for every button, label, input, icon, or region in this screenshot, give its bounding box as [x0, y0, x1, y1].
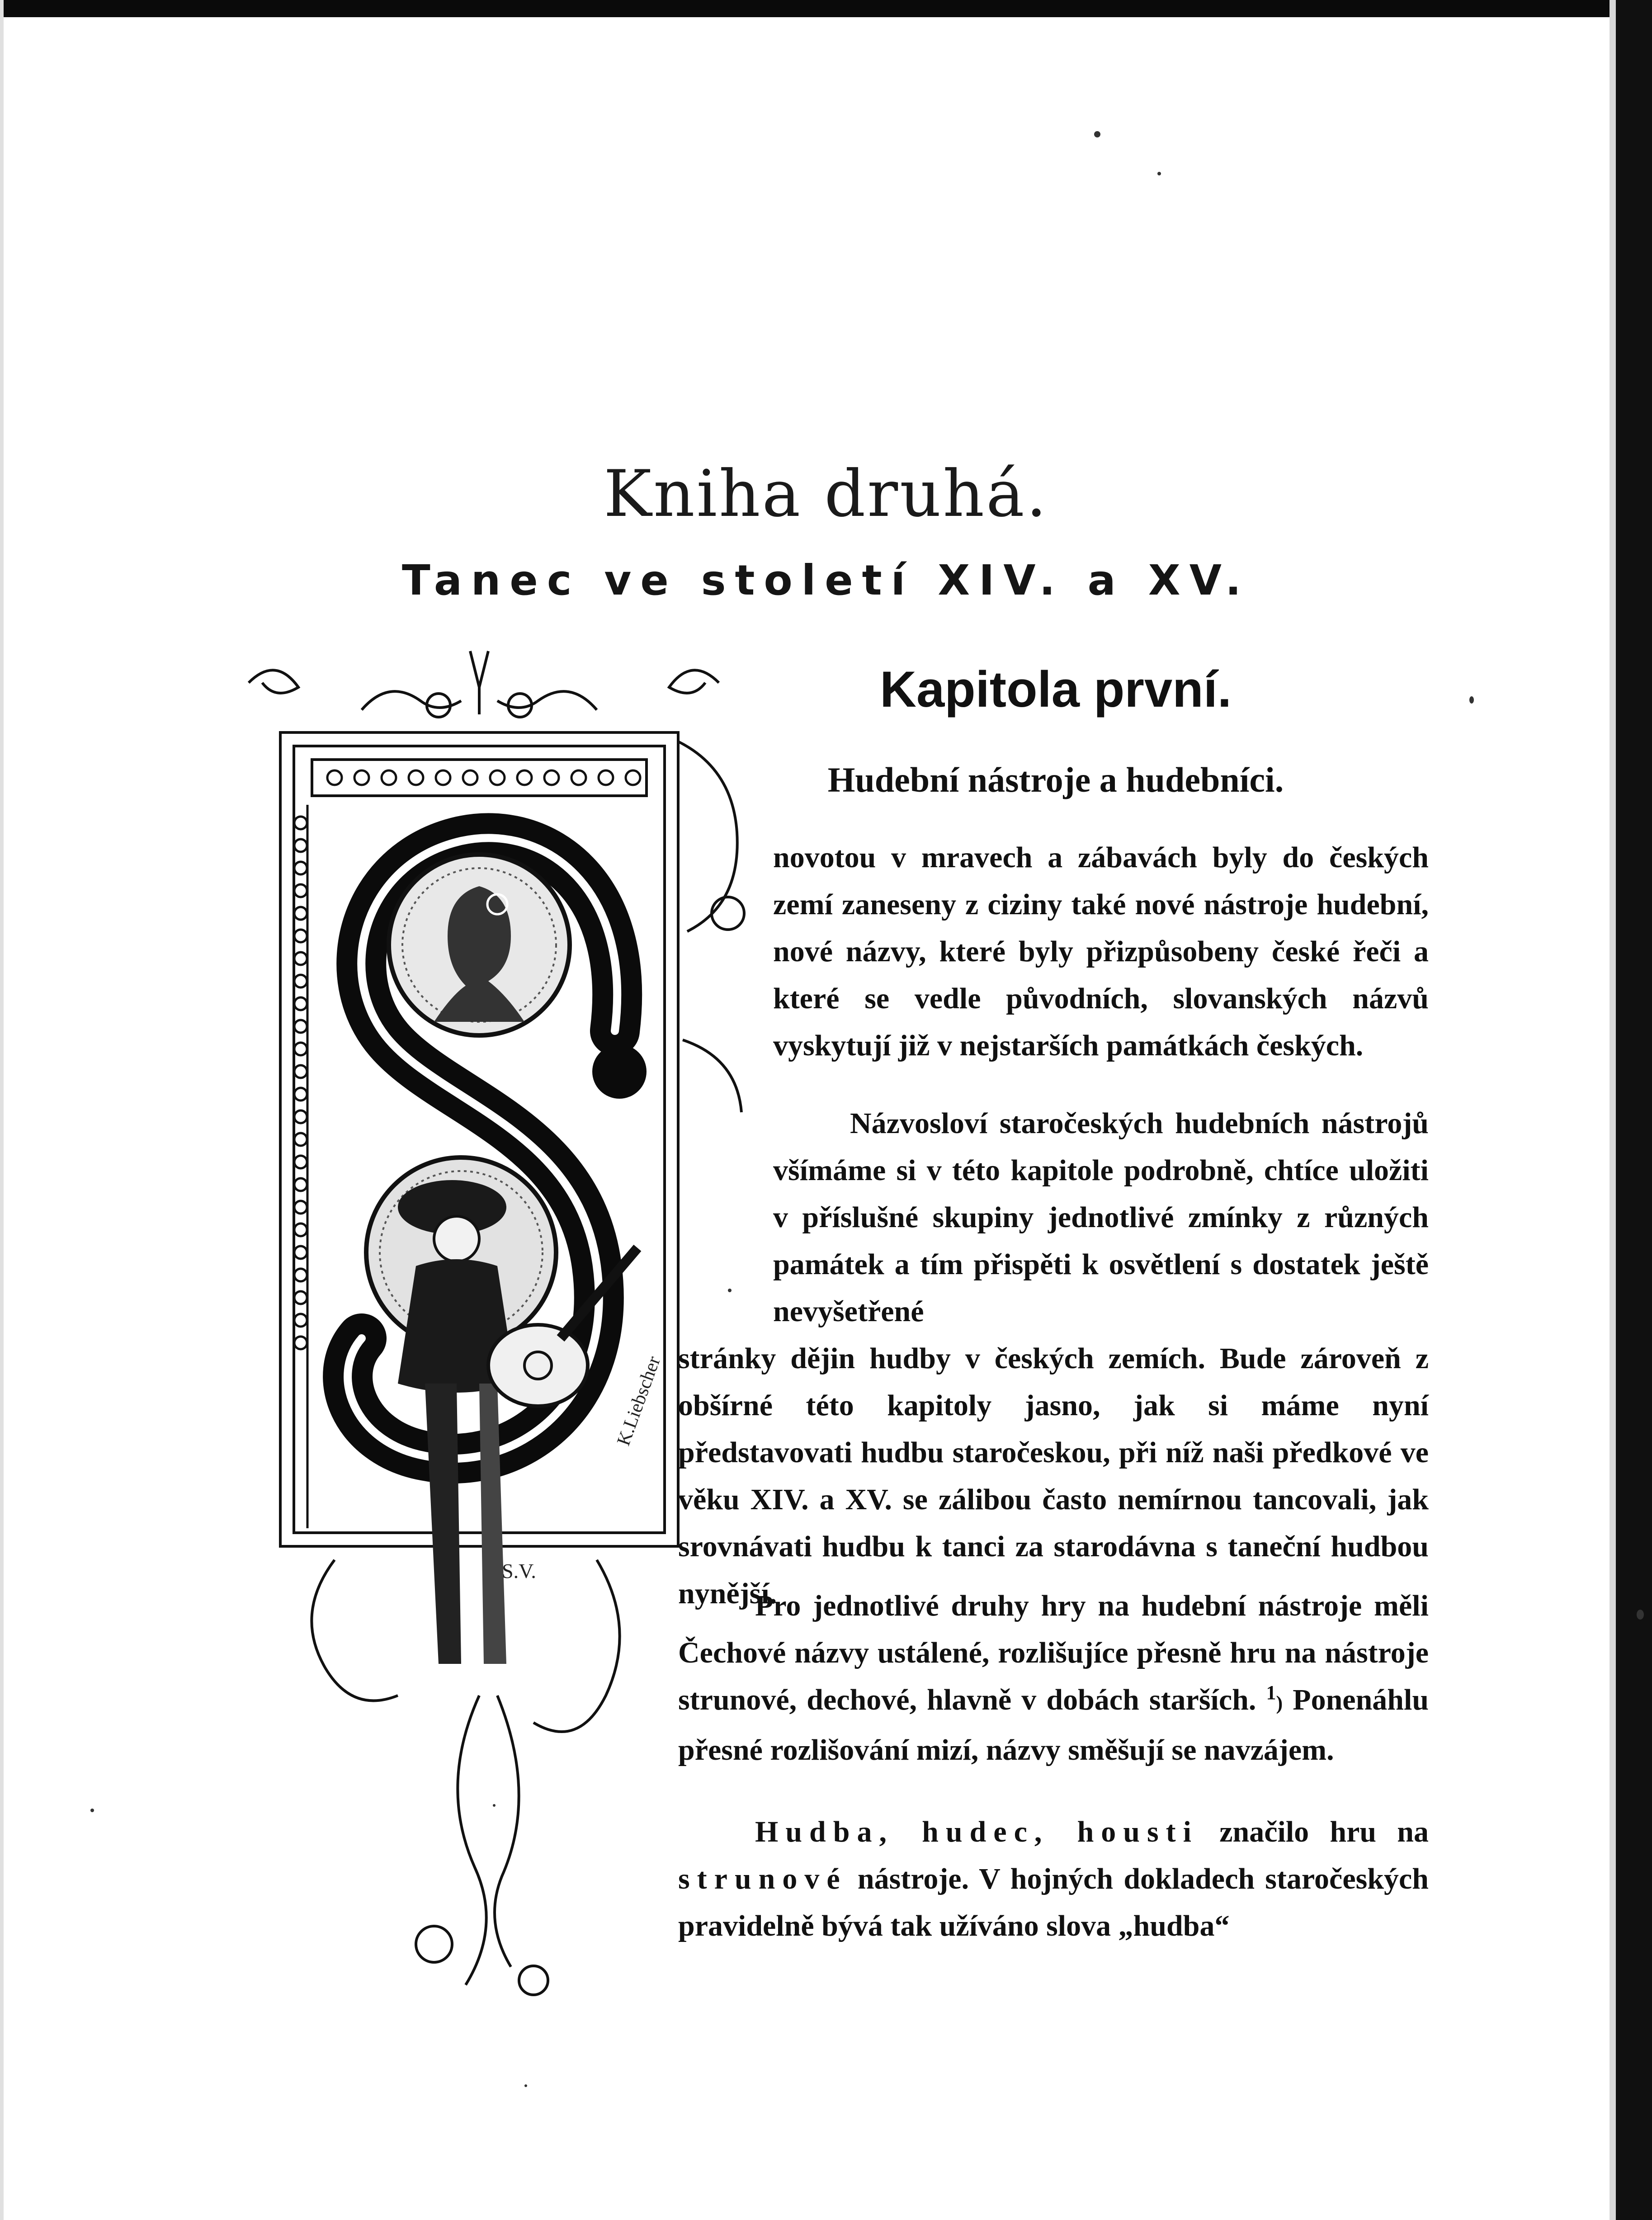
artist-signature: K.Liebscher [613, 1353, 665, 1449]
paragraph-4-after: nástroje. V hojných dokladech staročeských pravidelně bývá tak užíváno slova „hudba“ [678, 1862, 1429, 1942]
paragraph-3-after: Ponenáhlu přesné rozlišování mizí, názvy směšují se navzájem. [678, 1683, 1429, 1767]
chapter-subtitle: Hudební nástroje a hudebníci. [827, 760, 1284, 799]
scan-edge-right [1616, 0, 1652, 2220]
paragraph-4 [678, 1809, 1429, 1950]
spaced-terms-1: Hudba, hudec, housti [755, 1815, 1199, 1848]
artist-monogram: S.V. [502, 1559, 536, 1582]
scan-edge-left [0, 0, 4, 2220]
spaced-terms-2: strunové [678, 1862, 847, 1895]
book-title: Kniha druhá. [604, 457, 1048, 531]
book-subtitle: Tanec ve století XIV. a XV. [401, 556, 1251, 605]
paragraph-3-text: Pro jednotlivé druhy hry na hudební nástroje měli Čechové názvy ustálené, rozlišujíce přesně hru na nástroje strunové, dechové, hlavně v dobách starších. [678, 1589, 1429, 1716]
scan-edge-right-shadow [1610, 0, 1616, 2220]
paragraph-3: Pro jednotlivé druhy hry na hudební nástroje měli Čechové názvy ustálené, rozlišujíce přesně hru na nástroje strunové, dechové, hlavně v dobách starších. $^1$) Ponenáhlu přesné rozlišování mizí, názvy směšují se navzájem. [678, 1589, 1429, 1767]
paragraph-2 [678, 1100, 1429, 1617]
paragraph-2-wide: stránky dějin hudby v českých zemích. Bude zároveň z obšírné této kapitoly jasno, jak si máme nyní představovati hudbu staročeskou, při níž naši předkové ve věku XIV. a XV. se zálibou často nemírnou tancovali, jak srovnávati hudbu k tanci za starodávna s taneční hudbou nynější. [678, 1342, 1429, 1610]
paragraph-1: novotou v mravech a zábavách byly do českých zemí zaneseny z ciziny také nové nástroje hudební, nové názvy, které byly přizpůsobeny české řeči a které se vedle původních, slovanských názvů vyskytují již v nejstarších památkách českých. [773, 841, 1429, 1062]
paragraph-2-narrow: Názvosloví staročeských hudebních nástrojů všímáme si v této kapitole podrobně, chtíce uložiti v příslušné skupiny jednotlivé zmínky z různých památek a tím přispěti k osvětlení s dostatek ještě nevyšetřené [773, 1107, 1429, 1328]
paragraph-4-mid: značilo hru na [1219, 1815, 1429, 1848]
scan-edge-top [0, 0, 1652, 17]
footnote-marker: 1 [1266, 1682, 1276, 1704]
chapter-title: Kapitola první. [880, 661, 1232, 718]
